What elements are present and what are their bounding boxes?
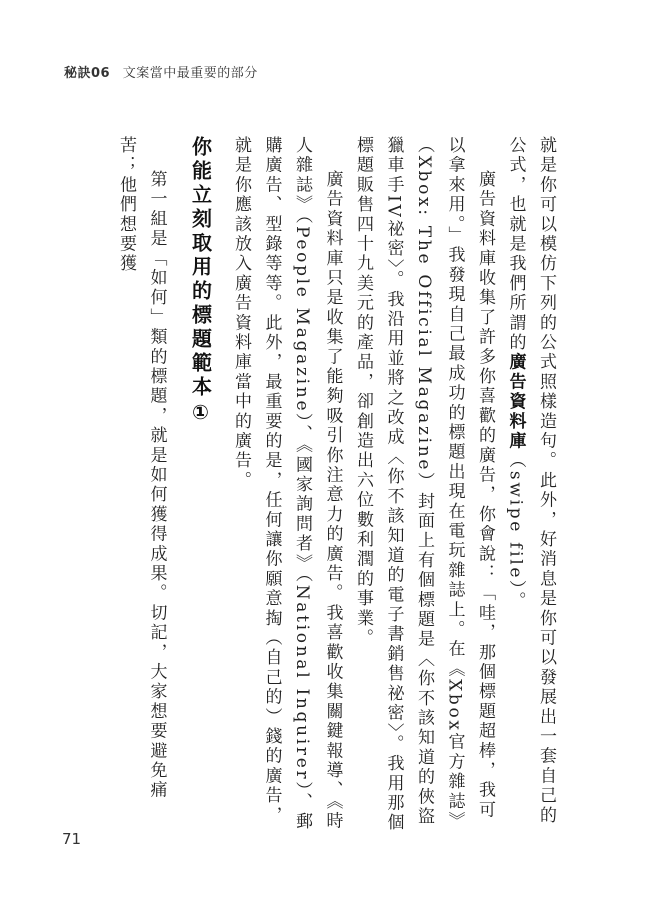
paragraph-3: 廣告資料庫只是收集了能夠吸引你注意力的廣告。我喜歡收集關鍵報導、《時人雜誌》（People Magazine）、《國家詢問者》（National Inquirer）、郵購廣告、型錄等等。此外，最重要的是，任何讓你願意掏（自己的）錢的廣告，就是你應該放入廣告資料庫當中的廣告。 (231, 136, 343, 832)
page-number: 71 (62, 830, 82, 848)
chapter-title: 文案當中最重要的部分 (122, 66, 258, 81)
section-heading: 你能立刻取用的標題範本① (188, 136, 213, 428)
chapter-label: 秘訣06 (64, 66, 111, 81)
paragraph-2: 廣告資料庫收集了許多你喜歡的廣告，你會說：「哇，那個標題超棒，我可以拿來用。」我發現自己最成功的標題出現在電玩雜誌上。在《Xbox官方雜誌》（Xbox: The Official Magazine）封面上有個標題是〈你不該知道的俠盜獵車手IV祕密〉。我沿用並將之改成〈你不該知道的電子書銷售祕密〉。我用那個標題販售四十九美元的產品，卻創造出六位數利潤的事業。 (353, 136, 495, 833)
running-head (64, 62, 258, 81)
paragraph-4: 第一組是「如何」類的標題，就是如何獲得成果。切記，大家想要避免痛苦；他們想要獲 (116, 136, 167, 801)
paragraph-1-start: 就是你可以模仿下列的公式照樣造句。此外，好消息是你可以發展出一套自己的公式，也就是我們所謂的 (505, 136, 556, 826)
vertical-text-body (81, 136, 561, 836)
paragraph-1-end: （swipe file）。 (505, 451, 526, 612)
paragraph-1 (500, 136, 561, 836)
keyword-swipe-file: 廣告資料庫 (505, 352, 526, 452)
